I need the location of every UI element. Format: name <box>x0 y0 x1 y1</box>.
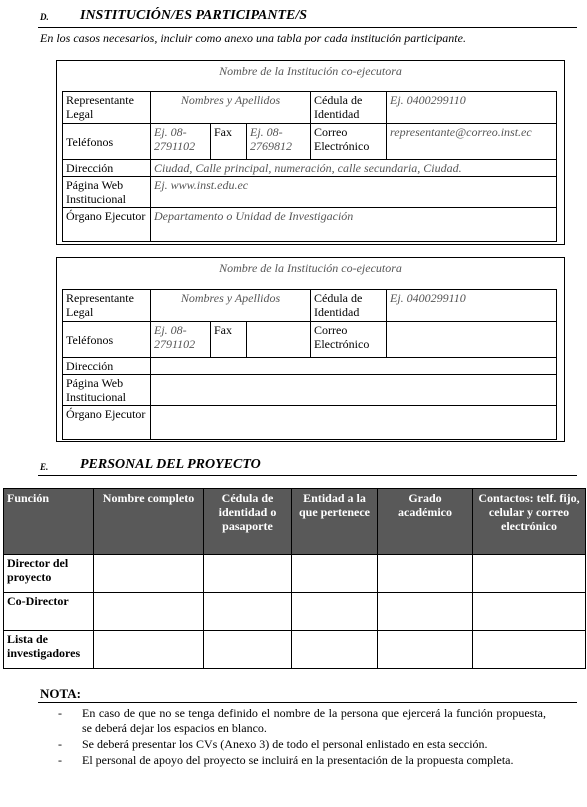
section-e-title: PERSONAL DEL PROYECTO <box>80 457 261 472</box>
tel-value[interactable]: Ej. 08-2791102 <box>151 322 211 358</box>
fax-value[interactable]: Ej. 08-2769812 <box>247 124 311 160</box>
rep-value[interactable]: Nombres y Apellidos <box>151 92 311 124</box>
institution-1-header: Nombre de la Institución co-ejecutora <box>219 64 402 78</box>
org-value[interactable] <box>151 406 557 440</box>
web-label: Página Web Institucional <box>63 177 151 208</box>
table-cell[interactable] <box>204 555 292 593</box>
table-cell[interactable] <box>378 593 473 631</box>
rep-label: Representante Legal <box>63 92 151 124</box>
section-d-rule <box>38 27 577 28</box>
table-cell[interactable] <box>292 631 378 669</box>
header-grado: Grado académico <box>378 489 473 555</box>
row-label-codirector: Co-Director <box>4 593 94 631</box>
nota-item-text: En caso de que no se tenga definido el nombre de la persona que ejercerá la función propuesta, se deberá dejar los espacios en blanco. <box>82 706 546 735</box>
section-d-note: En los casos necesarios, incluir como anexo una tabla por cada institución participante. <box>40 31 466 45</box>
section-d-letter: D. <box>40 12 49 22</box>
table-cell[interactable] <box>378 555 473 593</box>
rep-label: Representante Legal <box>63 290 151 322</box>
institution-2-header: Nombre de la Institución co-ejecutora <box>219 261 402 275</box>
table-cell[interactable] <box>204 631 292 669</box>
fax-label: Fax <box>211 124 247 160</box>
org-label: Órgano Ejecutor <box>63 406 151 440</box>
correo-label: Correo Electrónico <box>311 124 387 160</box>
table-cell[interactable] <box>94 631 204 669</box>
fax-label: Fax <box>211 322 247 358</box>
table-cell[interactable] <box>473 593 586 631</box>
dir-label: Dirección <box>63 358 151 375</box>
institution-2-table <box>62 289 557 440</box>
table-cell[interactable] <box>94 593 204 631</box>
tel-label: Teléfonos <box>63 322 151 358</box>
institution-1-table <box>62 91 557 242</box>
ced-label: Cédula de Identidad <box>311 92 387 124</box>
org-value[interactable]: Departamento o Unidad de Investigación <box>151 208 557 242</box>
header-contactos: Contactos: telf. fijo, celular y correo electrónico <box>473 489 586 555</box>
tel-value[interactable]: Ej. 08-2791102 <box>151 124 211 160</box>
web-value[interactable]: Ej. www.inst.edu.ec <box>151 177 557 208</box>
nota-list <box>58 706 546 769</box>
section-e-rule <box>38 475 577 476</box>
row-label-investigadores: Lista de investigadores <box>4 631 94 669</box>
tel-label: Teléfonos <box>63 124 151 160</box>
section-d-title: INSTITUCIÓN/ES PARTICIPANTE/S <box>80 8 308 23</box>
ced-value[interactable]: Ej. 0400299110 <box>387 92 557 124</box>
dir-label: Dirección <box>63 160 151 177</box>
correo-label: Correo Electrónico <box>311 322 387 358</box>
nota-item <box>58 753 546 768</box>
table-cell[interactable] <box>378 631 473 669</box>
table-cell[interactable] <box>94 555 204 593</box>
fax-value[interactable] <box>247 322 311 358</box>
nota-item <box>58 706 546 736</box>
ced-label: Cédula de Identidad <box>311 290 387 322</box>
correo-value[interactable] <box>387 322 557 358</box>
nota-title: NOTA: <box>40 686 81 701</box>
nota-item <box>58 737 546 752</box>
table-row <box>4 631 586 669</box>
dir-value[interactable]: Ciudad, Calle principal, numeración, calle secundaria, Ciudad. <box>151 160 557 177</box>
web-label: Página Web Institucional <box>63 375 151 406</box>
correo-value[interactable]: representante@correo.inst.ec <box>387 124 557 160</box>
personal-table <box>3 488 586 669</box>
table-row <box>4 593 586 631</box>
table-cell[interactable] <box>473 555 586 593</box>
header-entidad: Entidad a la que pertenece <box>292 489 378 555</box>
ced-value[interactable]: Ej. 0400299110 <box>387 290 557 322</box>
header-nombre: Nombre completo <box>94 489 204 555</box>
rep-value[interactable]: Nombres y Apellidos <box>151 290 311 322</box>
table-row <box>4 555 586 593</box>
web-value[interactable] <box>151 375 557 406</box>
section-e-letter: E. <box>40 462 49 472</box>
table-cell[interactable] <box>473 631 586 669</box>
header-funcion: Función <box>4 489 94 555</box>
nota-bullet: - <box>58 737 62 751</box>
header-cedula: Cédula de identidad o pasaporte <box>204 489 292 555</box>
row-label-director: Director del proyecto <box>4 555 94 593</box>
nota-rule <box>38 702 577 703</box>
table-cell[interactable] <box>292 555 378 593</box>
dir-value[interactable] <box>151 358 557 375</box>
table-cell[interactable] <box>292 593 378 631</box>
nota-bullet: - <box>58 706 62 720</box>
table-cell[interactable] <box>204 593 292 631</box>
nota-bullet: - <box>58 753 62 767</box>
nota-item-text: El personal de apoyo del proyecto se incluirá en la presentación de la propuesta completa. <box>82 753 514 767</box>
org-label: Órgano Ejecutor <box>63 208 151 242</box>
nota-item-text: Se deberá presentar los CVs (Anexo 3) de todo el personal enlistado en esta sección. <box>82 737 488 751</box>
